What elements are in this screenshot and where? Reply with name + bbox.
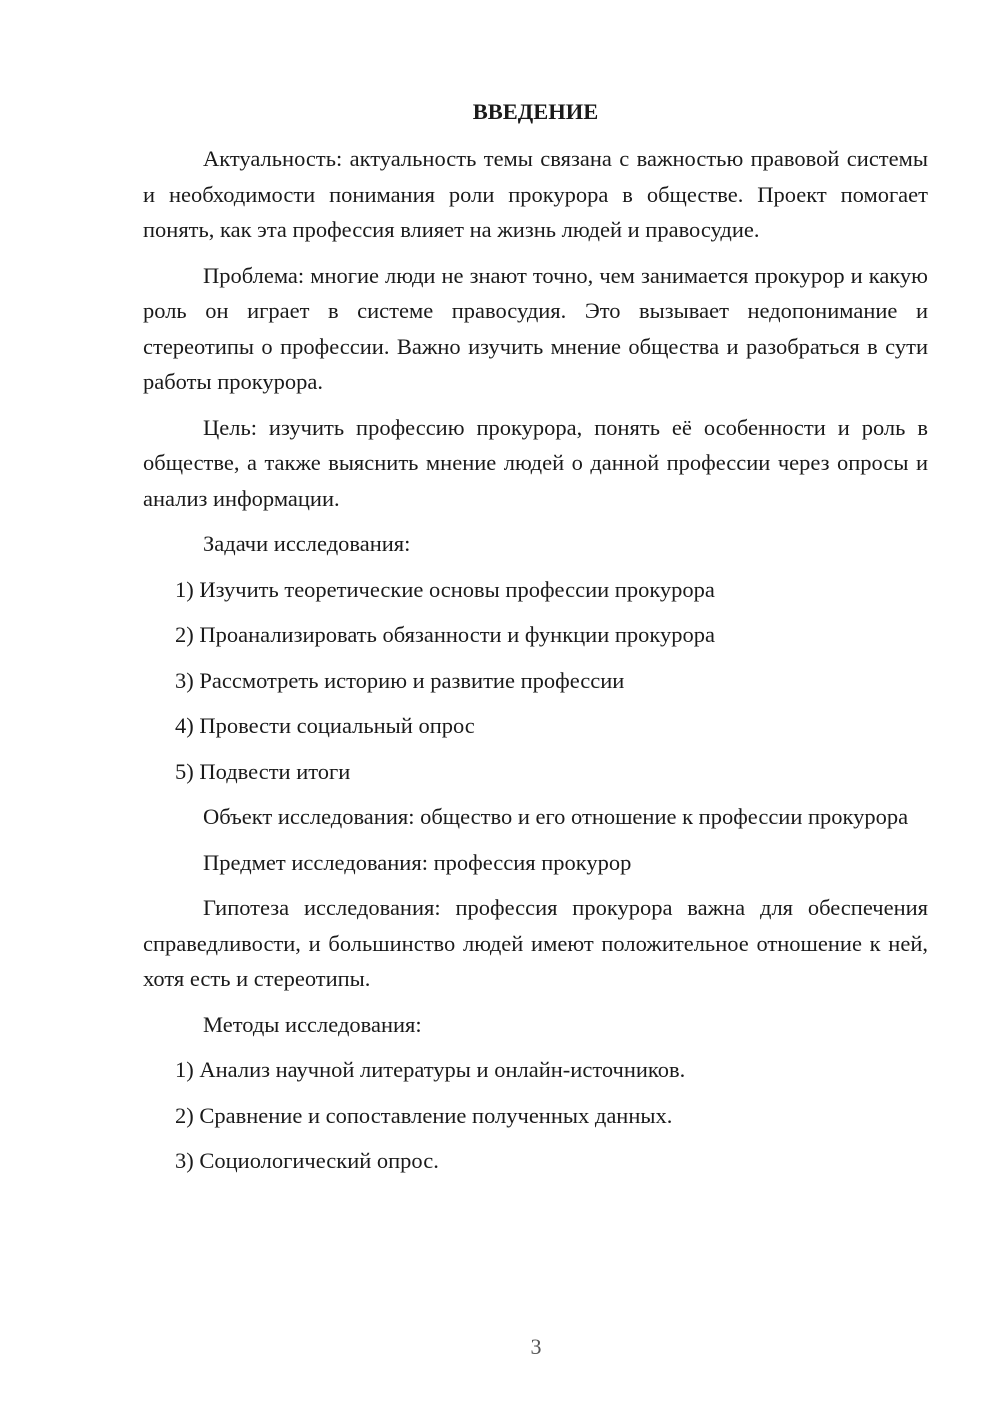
relevance-paragraph: Актуальность: актуальность темы связана с важностью правовой системы и необходимости понимания роли прокурора в обществе. Проект помогает понять, как эта профессия влияет на жизнь людей и правосудие. (143, 146, 928, 242)
task-item-5: 5) Подвести итоги (175, 758, 351, 784)
tasks-heading: Задачи исследования: (203, 531, 411, 556)
section-title: ВВЕДЕНИЕ (472, 99, 599, 124)
goal-paragraph: Цель: изучить профессию прокурора, понять её особенности и роль в обществе, а также выяснить мнение людей о данной профессии через опросы и анализ информации. (143, 414, 928, 511)
object-paragraph: Объект исследования: общество и его отношение к профессии прокурора (203, 804, 909, 829)
page-content (143, 94, 928, 1189)
task-item-4: 4) Провести социальный опрос (175, 713, 475, 738)
task-item-2: 2) Проанализировать обязанности и функции прокурора (175, 622, 716, 647)
page-number: 3 (530, 1334, 542, 1359)
method-item-1: 1) Анализ научной литературы и онлайн-источников. (175, 1057, 686, 1082)
subject-paragraph: Предмет исследования: профессия прокурор (203, 849, 632, 875)
task-item-3: 3) Рассмотреть историю и развитие профессии (175, 667, 625, 693)
methods-heading: Методы исследования: (203, 1011, 422, 1037)
method-item-2: 2) Сравнение и сопоставление полученных данных. (175, 1102, 673, 1128)
task-item-1: 1) Изучить теоретические основы профессии прокурора (175, 576, 715, 602)
method-item-3: 3) Социологический опрос. (175, 1148, 439, 1173)
problem-paragraph: Проблема: многие люди не знают точно, чем занимается прокурор и какую роль он играет в системе правосудия. Это вызывает недопонимание и стереотипы о профессии. Важно изучить мнение общества и разобраться в сути работы прокурора. (143, 262, 928, 394)
hypothesis-paragraph: Гипотеза исследования: профессия прокурора важна для обеспечения справедливости, и большинство людей имеют положительное отношение к ней, хотя есть и стереотипы. (143, 895, 928, 991)
